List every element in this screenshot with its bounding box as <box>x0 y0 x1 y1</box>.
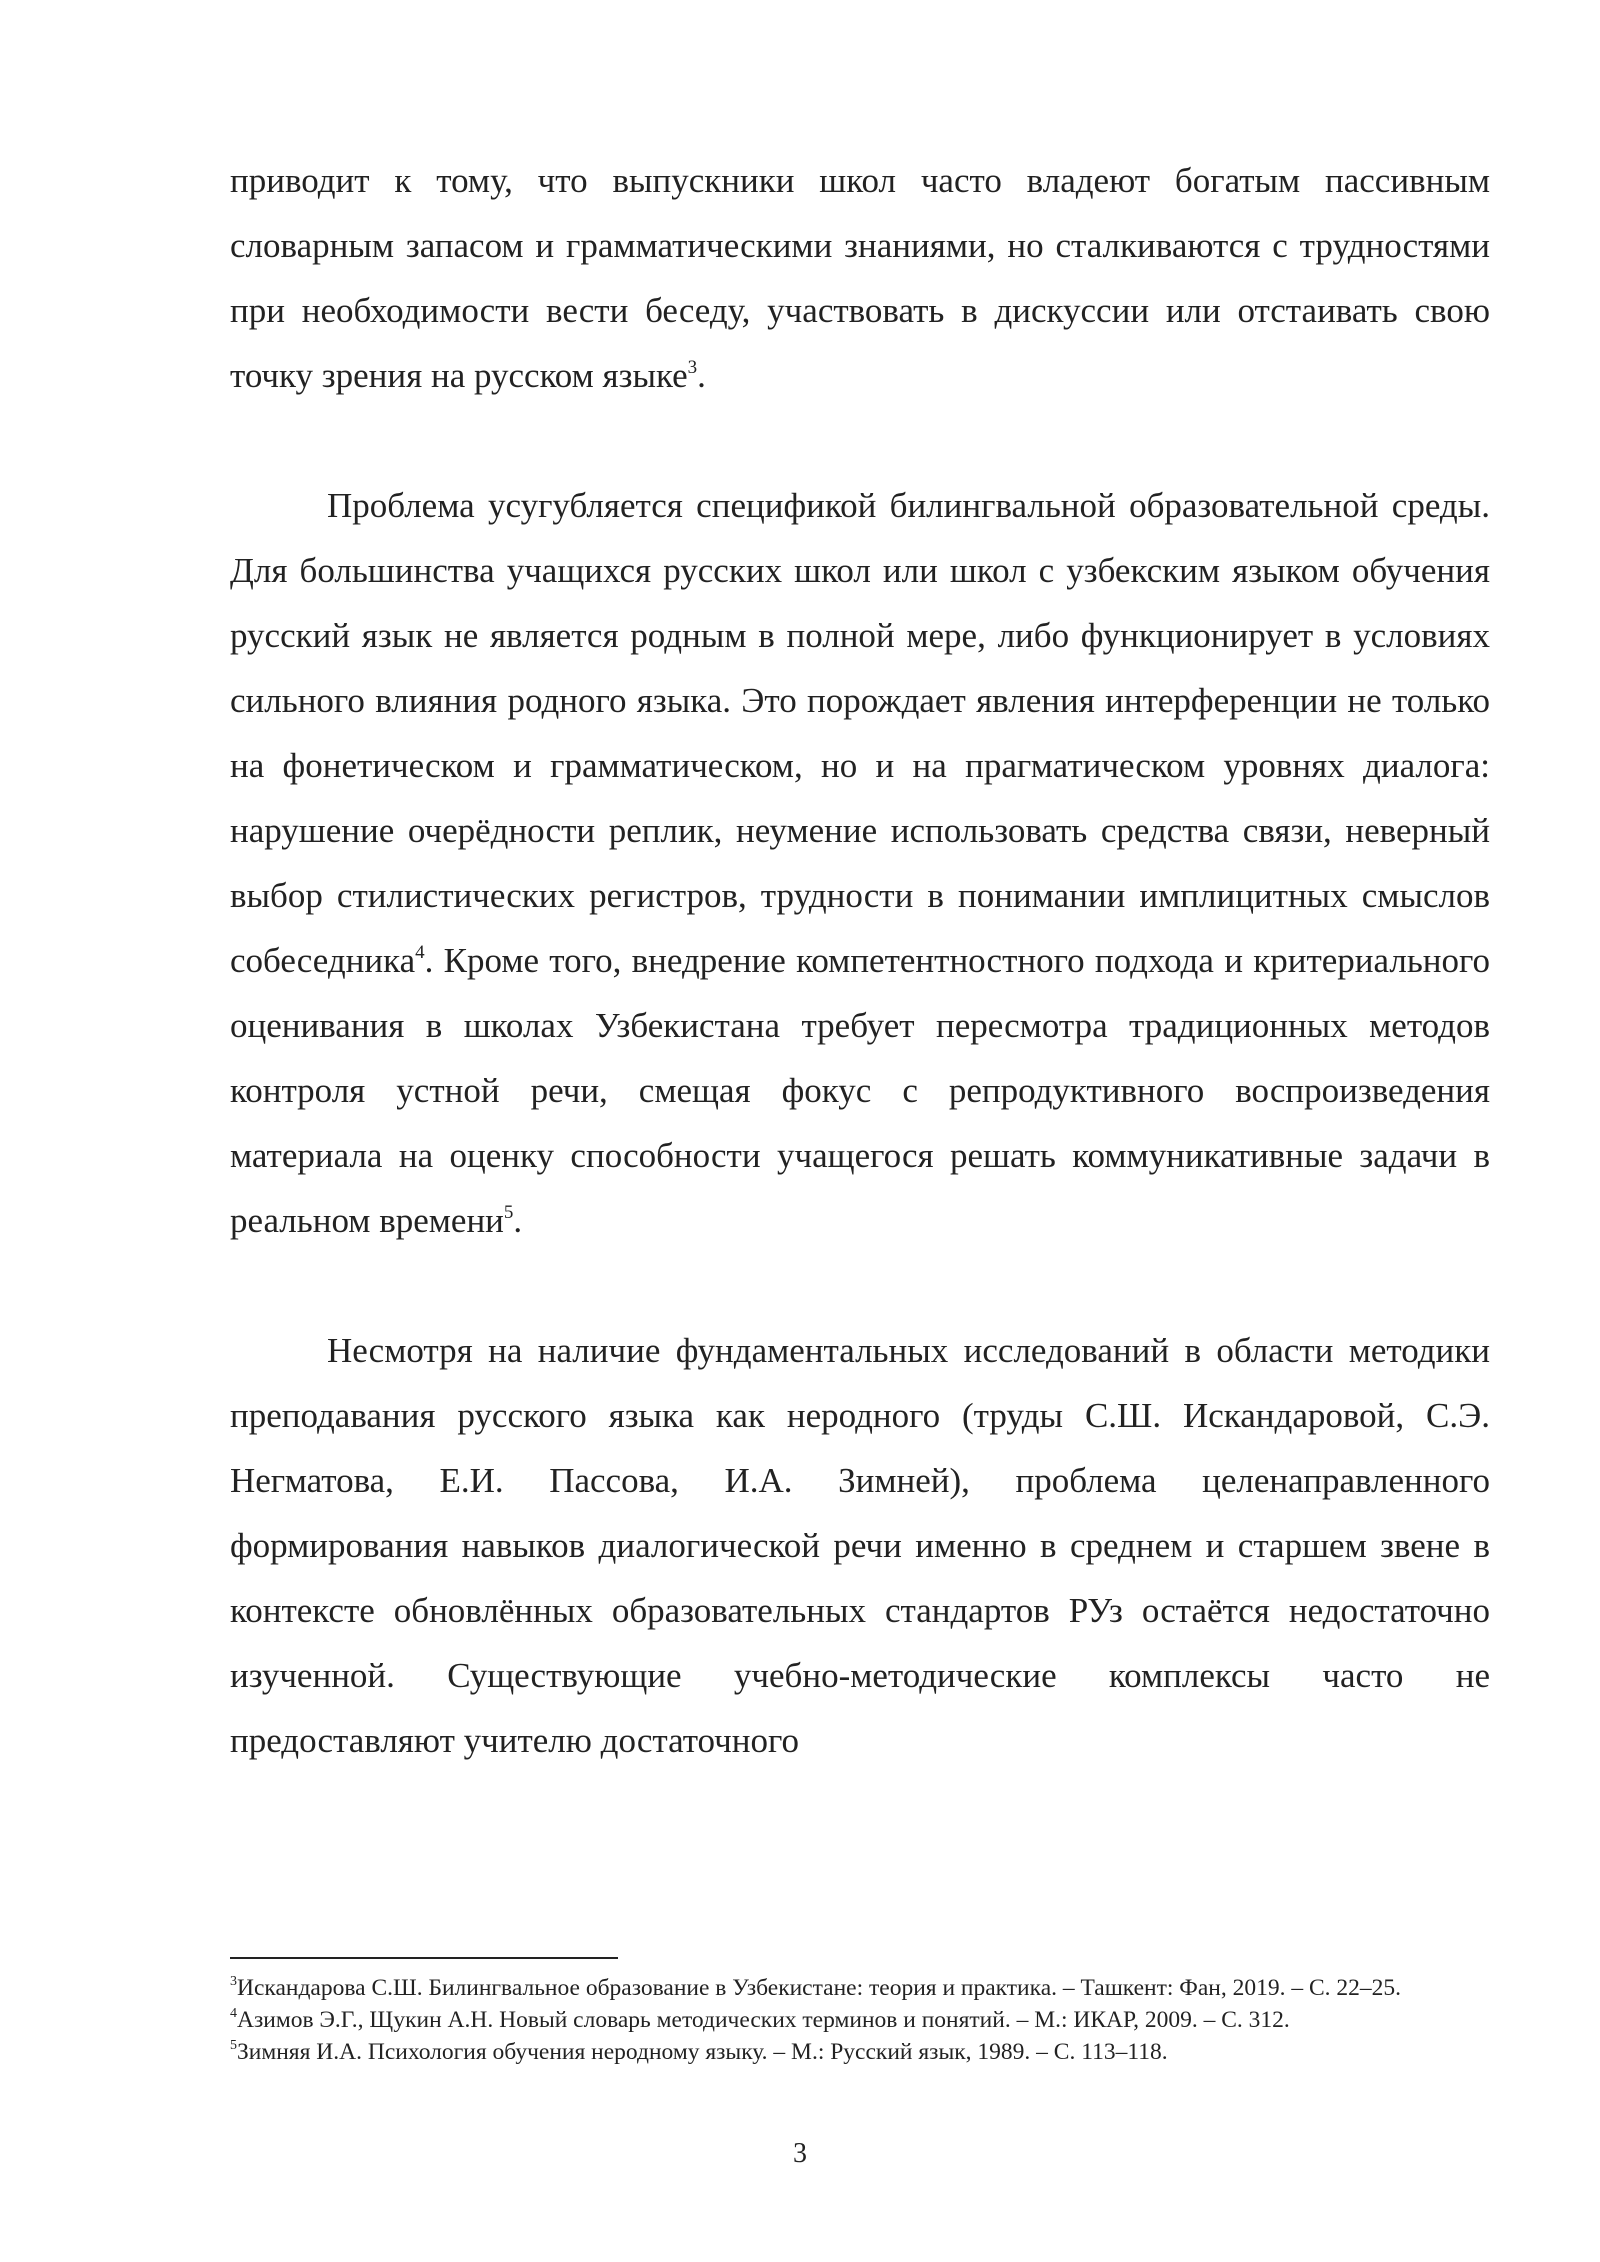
paragraph-bilingual-environment <box>230 473 1490 1253</box>
footnote-text: Зимняя И.А. Психология обучения неродному языку. – М.: Русский язык, 1989. – С. 113–118. <box>237 2039 1168 2065</box>
footnote-number: 3 <box>230 1974 237 1989</box>
body-text <box>230 148 1490 1773</box>
footnote-5 <box>230 2036 1490 2068</box>
footnotes <box>230 1972 1490 2068</box>
paragraph-text: Несмотря на наличие фундаментальных исследований в области методики преподавания русского языка как неродного (труды С.Ш. Искандаровой, С.Э. Негматова, Е.И. Пассова, И.А. Зимней), проблема целенаправленного формирования навыков диалогической речи именно в среднем и старшем звене в контексте обновлённых образовательных стандартов РУз остаётся недостаточно изученной. Существующие учебно-методические комплексы часто не предоставляют учителю достаточного <box>230 1331 1490 1760</box>
paragraph-continuation <box>230 148 1490 408</box>
footnote-number: 4 <box>230 2006 237 2021</box>
footnote-3 <box>230 1972 1490 2004</box>
paragraph-research-gap <box>230 1318 1490 1773</box>
paragraph-gap <box>230 408 1490 473</box>
footnote-reference[interactable]: 4 <box>415 942 425 963</box>
footnote-text: Азимов Э.Г., Щукин А.Н. Новый словарь методических терминов и понятий. – М.: ИКАР, 2009. – С. 312. <box>237 2007 1290 2033</box>
paragraph-text: приводит к тому, что выпускники школ часто владеют богатым пассивным словарным запасом и грамматическими знаниями, но сталкиваются с трудностями при необходимости вести беседу, участвовать в дискуссии или отстаивать свою точку зрения на русском языке <box>230 161 1490 395</box>
footnote-number: 5 <box>230 2038 237 2053</box>
footnote-reference[interactable]: 3 <box>687 357 698 378</box>
paragraph-text: . <box>513 1201 523 1240</box>
paragraph-text: . Кроме того, внедрение компетентностного подхода и критериального оценивания в школах Узбекистана требует пересмотра традиционных методов контроля устной речи, смещая фокус с репродуктивного воспроизведения материала на оценку способности учащегося решать коммуникативные задачи в реальном времени <box>230 941 1490 1240</box>
footnote-separator <box>230 1957 618 1959</box>
footnote-4 <box>230 2004 1490 2036</box>
footnote-text: Искандарова С.Ш. Билингвальное образование в Узбекистане: теория и практика. – Ташкент: Фан, 2019. – С. 22–25. <box>237 1975 1402 2001</box>
paragraph-text: Проблема усугубляется спецификой билингвальной образовательной среды. Для большинства учащихся русских школ или школ с узбекским языком обучения русский язык не является родным в полной мере, либо функционирует в условиях сильного влияния родного языка. Это порождает явления интерференции не только на фонетическом и грамматическом, но и на прагматическом уровнях диалога: нарушение очерёдности реплик, неумение использовать средства связи, неверный выбор стилистических регистров, трудности в понимании имплицитных смыслов собеседника <box>230 486 1490 980</box>
page-number: 3 <box>793 2138 807 2169</box>
paragraph-gap <box>230 1253 1490 1318</box>
paragraph-text: . <box>697 356 706 395</box>
footnote-reference[interactable]: 5 <box>503 1202 514 1223</box>
